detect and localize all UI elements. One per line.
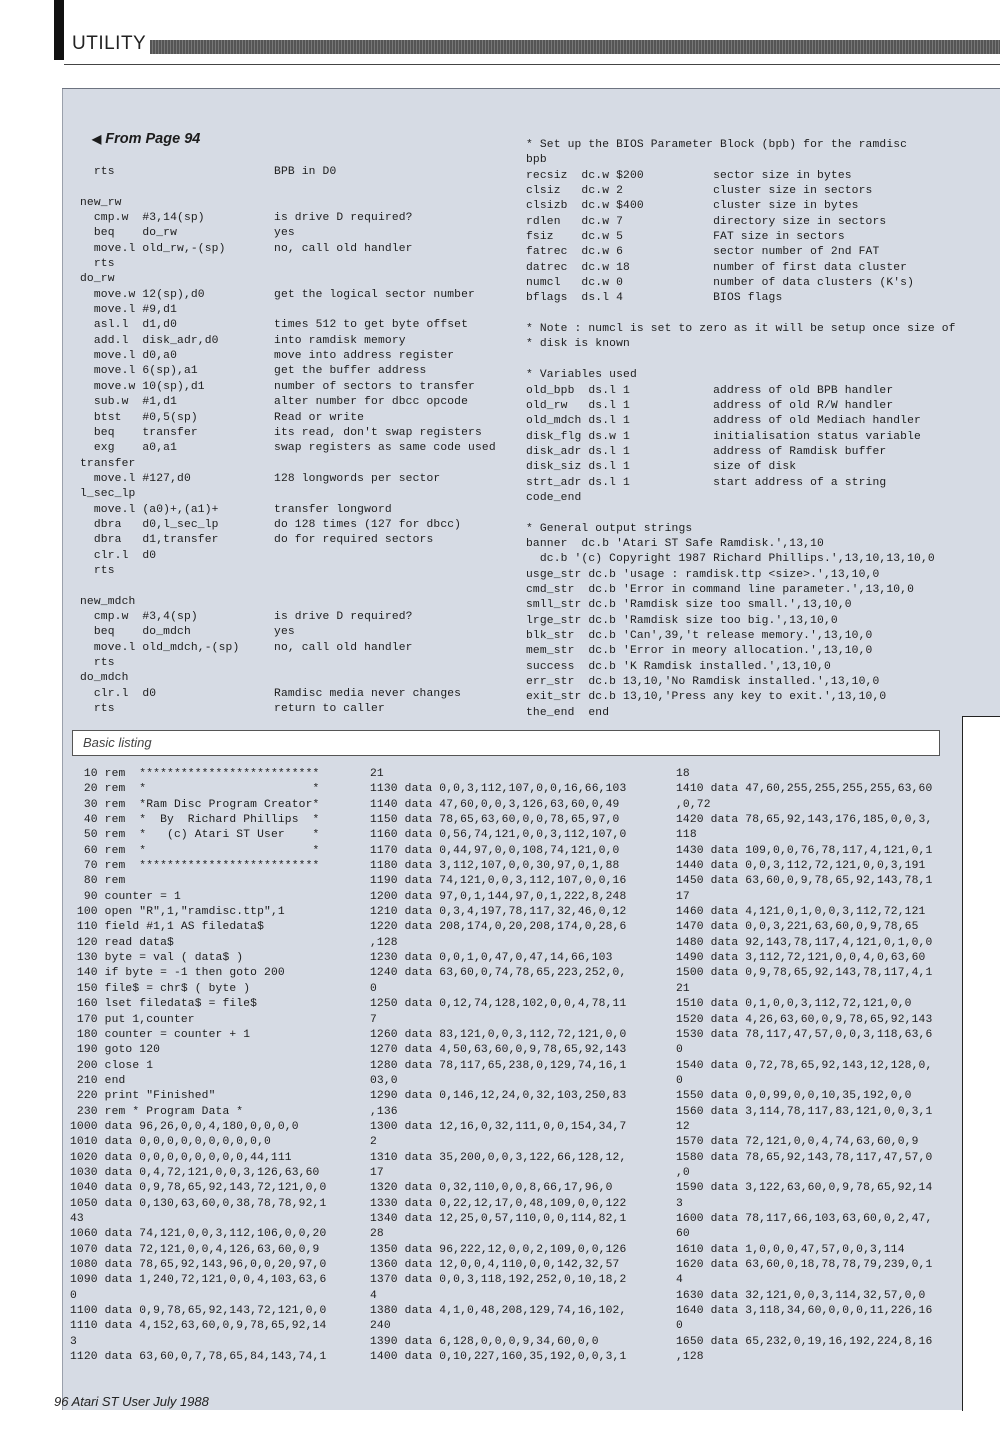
code-line: add.l disk_adr,d0 into ramdisk memory bbox=[80, 334, 406, 347]
code-line: 10 rem ************************** bbox=[70, 768, 320, 780]
code-line: 1390 data 6,128,0,0,0,9,34,60,0,0 bbox=[370, 1335, 599, 1348]
code-line: 1240 data 63,60,0,74,78,65,223,252,0, bbox=[370, 967, 627, 980]
code-line: 1330 data 0,22,12,17,0,48,109,0,0,122 bbox=[370, 1197, 627, 1210]
code-line: err_str dc.b 13,10,'No Ramdisk installed.',13,10,0 bbox=[526, 676, 880, 689]
code-line: 1430 data 109,0,0,76,78,117,4,121,0,1 bbox=[676, 844, 933, 857]
code-line: 1160 data 0,56,74,121,0,0,3,112,107,0 bbox=[370, 829, 627, 842]
code-line: 70 rem ************************** bbox=[70, 860, 320, 873]
code-line: 140 if byte = -1 then goto 200 bbox=[70, 967, 285, 980]
continued-text: From Page 94 bbox=[105, 131, 201, 147]
right-margin-box bbox=[962, 716, 1000, 1411]
code-line: move.l #127,d0 128 longwords per sector bbox=[80, 472, 441, 485]
code-line: 1020 data 0,0,0,0,0,0,0,0,44,111 bbox=[70, 1151, 292, 1164]
code-line: dc.b '(c) Copyright 1987 Richard Phillips.',13,10,13,10,0 bbox=[526, 553, 935, 566]
basic-listing-heading-bar bbox=[72, 730, 940, 756]
code-line: cmd_str dc.b 'Error in command line parameter.',13,10,0 bbox=[526, 583, 915, 596]
code-line: code_end bbox=[526, 491, 582, 504]
code-line: asl.l d1,d0 times 512 to get byte offset bbox=[80, 319, 469, 332]
panel-top-rule bbox=[62, 88, 1000, 89]
code-line: 60 bbox=[676, 1228, 690, 1241]
header-rule bbox=[64, 64, 1000, 65]
code-line: 1180 data 3,112,107,0,0,30,97,0,1,88 bbox=[370, 860, 620, 873]
code-line: * Note : numcl is set to zero as it will be setup once size of bbox=[526, 323, 956, 336]
code-line: * disk is known bbox=[526, 338, 630, 351]
code-line: clr.l d0 bbox=[80, 549, 157, 562]
code-line: do_mdch bbox=[80, 672, 129, 685]
code-line: the_end end bbox=[526, 706, 610, 719]
code-line: 1370 data 0,0,3,118,192,252,0,10,18,2 bbox=[370, 1274, 627, 1287]
basic-listing-column-2 bbox=[370, 767, 626, 1365]
code-line: 21 bbox=[676, 982, 690, 995]
code-line: 190 goto 120 bbox=[70, 1044, 161, 1057]
code-line: ,0 bbox=[676, 1166, 690, 1179]
code-line bbox=[526, 353, 956, 368]
code-line: 0 bbox=[676, 1044, 683, 1057]
code-line: transfer bbox=[80, 457, 136, 470]
code-line: 1490 data 3,112,72,121,0,0,4,0,63,60 bbox=[676, 952, 926, 965]
code-line: move.l 6(sp),a1 get the buffer address bbox=[80, 365, 427, 378]
code-line: 1090 data 1,240,72,121,0,0,4,103,63,6 bbox=[70, 1274, 327, 1287]
code-line: move.l old_mdch,-(sp) no, call old handler bbox=[80, 641, 413, 654]
code-line: 17 bbox=[370, 1166, 384, 1179]
code-line: 28 bbox=[370, 1228, 384, 1241]
basic-listing-column-3 bbox=[676, 767, 932, 1365]
code-line: clr.l d0 Ramdisc media never changes bbox=[80, 687, 462, 700]
code-line: 160 lset filedata$ = file$ bbox=[70, 998, 258, 1011]
code-line: 1450 data 63,60,0,9,78,65,92,143,78,1 bbox=[676, 875, 933, 888]
code-line: 1300 data 12,16,0,32,111,0,0,154,34,7 bbox=[370, 1120, 627, 1133]
code-line: 1360 data 12,0,0,4,110,0,0,142,32,57 bbox=[370, 1259, 620, 1271]
code-line: 1110 data 4,152,63,60,0,9,78,65,92,14 bbox=[70, 1320, 327, 1333]
section-label: UTILITY bbox=[72, 33, 147, 54]
code-line: 90 counter = 1 bbox=[70, 890, 181, 903]
code-line: banner dc.b 'Atari ST Safe Ramdisk.',13,10 bbox=[526, 537, 824, 550]
code-line: 4 bbox=[676, 1274, 683, 1287]
code-line: usge_str dc.b 'usage : ramdisk.ttp <size>.',13,10,0 bbox=[526, 568, 880, 581]
code-line: 1470 data 0,0,3,221,63,60,0,9,78,65 bbox=[676, 921, 919, 934]
code-line: 43 bbox=[70, 1212, 84, 1225]
code-line: 1520 data 4,26,63,60,0,9,78,65,92,143 bbox=[676, 1013, 933, 1026]
code-line: ,136 bbox=[370, 1105, 398, 1118]
code-line: 200 close 1 bbox=[70, 1059, 154, 1072]
code-line bbox=[526, 506, 956, 521]
code-line: 80 rem bbox=[70, 875, 126, 888]
code-line: * Set up the BIOS Parameter Block (bpb) for the ramdisc bbox=[526, 139, 908, 151]
code-line: rts bbox=[80, 258, 115, 271]
code-line: old_mdch ds.l 1 address of old Mediach handler bbox=[526, 415, 921, 428]
code-line: 130 byte = val ( data$ ) bbox=[70, 952, 244, 965]
code-line: 18 bbox=[676, 768, 690, 780]
code-line: ,128 bbox=[676, 1351, 704, 1364]
code-line: 150 file$ = chr$ ( byte ) bbox=[70, 982, 251, 995]
code-line: 1200 data 97,0,1,144,97,0,1,222,8,248 bbox=[370, 890, 627, 903]
section-header bbox=[54, 30, 1000, 58]
code-line: fsiz dc.w 5 FAT size in sectors bbox=[526, 231, 845, 244]
code-line: new_mdch bbox=[80, 595, 136, 608]
code-line: 1100 data 0,9,78,65,92,143,72,121,0,0 bbox=[70, 1305, 327, 1318]
code-line bbox=[526, 307, 956, 322]
code-line: 210 end bbox=[70, 1074, 126, 1087]
code-line: 20 rem * * bbox=[70, 783, 320, 796]
code-line: disk_siz ds.l 1 size of disk bbox=[526, 461, 797, 474]
code-line: 1290 data 0,146,12,24,0,32,103,250,83 bbox=[370, 1090, 627, 1103]
code-line: sub.w #1,d1 alter number for dbcc opcode bbox=[80, 396, 469, 409]
code-line: ,128 bbox=[370, 936, 398, 949]
code-line: 100 open "R",1,"ramdisc.ttp",1 bbox=[70, 906, 285, 919]
code-line: 1380 data 4,1,0,48,208,129,74,16,102, bbox=[370, 1305, 627, 1318]
code-line: old_bpb ds.l 1 address of old BPB handler bbox=[526, 384, 894, 397]
code-line: btst #0,5(sp) Read or write bbox=[80, 411, 365, 424]
code-line: move.w 10(sp),d1 number of sectors to transfer bbox=[80, 380, 475, 393]
code-line: dbra d1,transfer do for required sectors bbox=[80, 534, 434, 547]
left-arrow-icon: ◀ bbox=[92, 132, 102, 146]
code-line: l_sec_lp bbox=[80, 488, 136, 501]
code-line: move.l (a0)+,(a1)+ transfer longword bbox=[80, 503, 392, 516]
code-line: do_rw bbox=[80, 273, 115, 286]
code-line: 50 rem * (c) Atari ST User * bbox=[70, 829, 320, 842]
header-stripe bbox=[150, 40, 1000, 54]
code-line: success dc.b 'K Ramdisk installed.',13,10,0 bbox=[526, 660, 831, 673]
code-line: 60 rem * * bbox=[70, 844, 320, 857]
code-line: 1400 data 0,10,227,160,35,192,0,0,3,1 bbox=[370, 1351, 627, 1364]
code-line: 1590 data 3,122,63,60,0,9,78,65,92,14 bbox=[676, 1182, 933, 1195]
code-line: 1230 data 0,0,1,0,47,0,47,14,66,103 bbox=[370, 952, 613, 965]
code-line: 230 rem * Program Data * bbox=[70, 1105, 244, 1118]
basic-listing-title: Basic listing bbox=[83, 735, 152, 750]
code-line: 1540 data 0,72,78,65,92,143,12,128,0, bbox=[676, 1059, 933, 1072]
code-line: 240 bbox=[370, 1320, 391, 1333]
code-line: 1530 data 78,117,47,57,0,0,3,118,63,6 bbox=[676, 1028, 933, 1041]
code-line: disk_flg ds.w 1 initialisation status variable bbox=[526, 430, 921, 443]
code-line: mem_str dc.b 'Error in meory allocation.',13,10,0 bbox=[526, 645, 873, 658]
code-line: 110 field #1,1 AS filedata$ bbox=[70, 921, 265, 934]
code-line: datrec dc.w 18 number of first data cluster bbox=[526, 261, 908, 274]
code-line: 1500 data 0,9,78,65,92,143,78,117,4,1 bbox=[676, 967, 933, 980]
code-line: 1040 data 0,9,78,65,92,143,72,121,0,0 bbox=[70, 1182, 327, 1195]
code-line: strt_adr ds.l 1 start address of a string bbox=[526, 476, 887, 489]
code-line: 1210 data 0,3,4,197,78,117,32,46,0,12 bbox=[370, 906, 627, 919]
code-line: smll_str dc.b 'Ramdisk size too small.',13,10,0 bbox=[526, 599, 852, 612]
code-line: clsizb dc.w $400 cluster size in bytes bbox=[526, 200, 859, 213]
code-line: clsiz dc.w 2 cluster size in sectors bbox=[526, 185, 873, 198]
code-line: 1260 data 83,121,0,0,3,112,72,121,0,0 bbox=[370, 1028, 627, 1041]
code-line: numcl dc.w 0 number of data clusters (K's) bbox=[526, 277, 915, 290]
code-line: 3 bbox=[70, 1335, 77, 1348]
code-line: dbra d0,l_sec_lp do 128 times (127 for dbcc) bbox=[80, 518, 462, 531]
code-line: 1130 data 0,0,3,112,107,0,0,16,66,103 bbox=[370, 783, 627, 796]
code-line: 1120 data 63,60,0,7,78,65,84,143,74,1 bbox=[70, 1351, 327, 1364]
basic-listing-column-1 bbox=[70, 767, 326, 1365]
code-line: new_rw bbox=[80, 196, 122, 209]
code-line: 1570 data 72,121,0,0,4,74,63,60,0,9 bbox=[676, 1136, 919, 1149]
code-line: 4 bbox=[370, 1289, 377, 1302]
code-line: 1030 data 0,4,72,121,0,0,3,126,63,60 bbox=[70, 1166, 320, 1179]
code-line: 1460 data 4,121,0,1,0,0,3,112,72,121 bbox=[676, 906, 926, 919]
code-line: exit_str dc.b 13,10,'Press any key to exit.',13,10,0 bbox=[526, 691, 887, 704]
code-line: 1060 data 74,121,0,0,3,112,106,0,0,20 bbox=[70, 1228, 327, 1241]
code-line: disk_adr ds.l 1 address of Ramdisk buffer bbox=[526, 445, 887, 458]
code-line: 1640 data 3,118,34,60,0,0,0,11,226,16 bbox=[676, 1305, 933, 1318]
code-line: lrge_str dc.b 'Ramdisk size too big.',13,10,0 bbox=[526, 614, 838, 627]
code-line: cmp.w #3,4(sp) is drive D required? bbox=[80, 610, 413, 623]
code-line: 1650 data 65,232,0,19,16,192,224,8,16 bbox=[676, 1335, 933, 1348]
code-line: 1630 data 32,121,0,0,3,114,32,57,0,0 bbox=[676, 1289, 926, 1302]
code-line: beq do_rw yes bbox=[80, 227, 295, 240]
code-line: 1190 data 74,121,0,0,3,112,107,0,0,16 bbox=[370, 875, 627, 888]
code-line: 1340 data 12,25,0,57,110,0,0,114,82,1 bbox=[370, 1212, 627, 1225]
code-line: 1350 data 96,222,12,0,0,2,109,0,0,126 bbox=[370, 1243, 627, 1256]
code-line: exg a0,a1 swap registers as same code used bbox=[80, 442, 496, 455]
code-line: rdlen dc.w 7 directory size in sectors bbox=[526, 215, 887, 228]
code-line: 1620 data 63,60,0,18,78,78,79,239,0,1 bbox=[676, 1259, 933, 1271]
code-line: 12 bbox=[676, 1120, 690, 1133]
code-line: ,0,72 bbox=[676, 798, 711, 811]
continued-from-label bbox=[92, 131, 200, 147]
code-line: beq do_mdch yes bbox=[80, 626, 295, 639]
page-footer: 96 Atari ST User July 1988 bbox=[54, 1394, 209, 1409]
code-line bbox=[80, 579, 496, 594]
code-line: 17 bbox=[676, 890, 690, 903]
code-line: 1070 data 72,121,0,0,4,126,63,60,0,9 bbox=[70, 1243, 320, 1256]
code-line: bpb bbox=[526, 154, 547, 167]
code-line: 180 counter = counter + 1 bbox=[70, 1028, 251, 1041]
code-line: beq transfer its read, don't swap registers bbox=[80, 426, 482, 439]
code-line: 30 rem *Ram Disc Program Creator* bbox=[70, 798, 320, 811]
code-line: 1420 data 78,65,92,143,176,185,0,0,3, bbox=[676, 814, 933, 827]
code-line: rts BPB in D0 bbox=[80, 166, 337, 178]
code-line: bflags ds.l 4 BIOS flags bbox=[526, 292, 783, 305]
code-line: rts return to caller bbox=[80, 703, 385, 716]
code-line: 0 bbox=[676, 1074, 683, 1087]
code-line: 1000 data 96,26,0,0,4,180,0,0,0,0 bbox=[70, 1120, 299, 1133]
code-line: 118 bbox=[676, 829, 697, 842]
code-line: * Variables used bbox=[526, 369, 637, 382]
code-line: 1010 data 0,0,0,0,0,0,0,0,0,0 bbox=[70, 1136, 271, 1149]
code-line: 0 bbox=[676, 1320, 683, 1333]
code-line: 1550 data 0,0,99,0,0,10,35,192,0,0 bbox=[676, 1090, 912, 1103]
code-line: 0 bbox=[70, 1289, 77, 1302]
code-line: 220 print "Finished" bbox=[70, 1090, 216, 1103]
code-line: 1150 data 78,65,63,60,0,0,78,65,97,0 bbox=[370, 814, 620, 827]
code-line: 2 bbox=[370, 1136, 377, 1149]
code-line: 1510 data 0,1,0,0,3,112,72,121,0,0 bbox=[676, 998, 912, 1011]
code-line: move.l #9,d1 bbox=[80, 304, 178, 317]
assembly-listing-right bbox=[526, 138, 956, 721]
code-line bbox=[80, 180, 496, 195]
code-line: 1440 data 0,0,3,112,72,121,0,0,3,191 bbox=[676, 860, 926, 873]
code-line: rts bbox=[80, 657, 115, 669]
code-line: 1250 data 0,12,74,128,102,0,0,4,78,11 bbox=[370, 998, 627, 1011]
code-line: blk_str dc.b 'Can',39,'t release memory.',13,10,0 bbox=[526, 630, 873, 642]
code-line: rts bbox=[80, 564, 115, 577]
code-line: 1270 data 4,50,63,60,0,9,78,65,92,143 bbox=[370, 1044, 627, 1057]
code-line: 1610 data 1,0,0,0,47,57,0,0,3,114 bbox=[676, 1243, 905, 1256]
code-line: 21 bbox=[370, 768, 384, 780]
code-line: 1220 data 208,174,0,20,208,174,0,28,6 bbox=[370, 921, 627, 934]
code-line: move.w 12(sp),d0 get the logical sector number bbox=[80, 288, 475, 301]
code-line: 170 put 1,counter bbox=[70, 1013, 195, 1026]
code-line: 3 bbox=[676, 1197, 683, 1210]
code-line: 1080 data 78,65,92,143,96,0,0,20,97,0 bbox=[70, 1259, 327, 1271]
code-line: 0 bbox=[370, 982, 377, 995]
code-line: 1560 data 3,114,78,117,83,121,0,0,3,1 bbox=[676, 1105, 933, 1118]
code-line: 03,0 bbox=[370, 1074, 398, 1087]
code-line: move.l old_rw,-(sp) no, call old handler bbox=[80, 242, 413, 255]
code-line: * General output strings bbox=[526, 522, 693, 535]
code-line: old_rw ds.l 1 address of old R/W handler bbox=[526, 399, 894, 412]
code-line: fatrec dc.w 6 sector number of 2nd FAT bbox=[526, 246, 880, 259]
code-line: 1410 data 47,60,255,255,255,255,63,60 bbox=[676, 783, 933, 796]
code-line: 1280 data 78,117,65,238,0,129,74,16,1 bbox=[370, 1059, 627, 1072]
code-line: 7 bbox=[370, 1013, 377, 1026]
assembly-listing-left bbox=[80, 165, 496, 717]
code-line: 1170 data 0,44,97,0,0,108,74,121,0,0 bbox=[370, 844, 620, 857]
code-line: 1140 data 47,60,0,0,3,126,63,60,0,49 bbox=[370, 798, 620, 811]
code-line: 1320 data 0,32,110,0,0,8,66,17,96,0 bbox=[370, 1182, 613, 1195]
code-line: recsiz dc.w $200 sector size in bytes bbox=[526, 169, 852, 182]
code-line: 1600 data 78,117,66,103,63,60,0,2,47, bbox=[676, 1212, 933, 1225]
code-line: 1580 data 78,65,92,143,78,117,47,57,0 bbox=[676, 1151, 933, 1164]
code-line: 1050 data 0,130,63,60,0,38,78,78,92,1 bbox=[70, 1197, 327, 1210]
code-line: 1310 data 35,200,0,0,3,122,66,128,12, bbox=[370, 1151, 627, 1164]
code-line: 40 rem * By Richard Phillips * bbox=[70, 814, 320, 827]
code-line: 120 read data$ bbox=[70, 936, 174, 949]
code-line: cmp.w #3,14(sp) is drive D required? bbox=[80, 212, 413, 225]
code-line: 1480 data 92,143,78,117,4,121,0,1,0,0 bbox=[676, 936, 933, 949]
code-line: move.l d0,a0 move into address register bbox=[80, 350, 455, 363]
